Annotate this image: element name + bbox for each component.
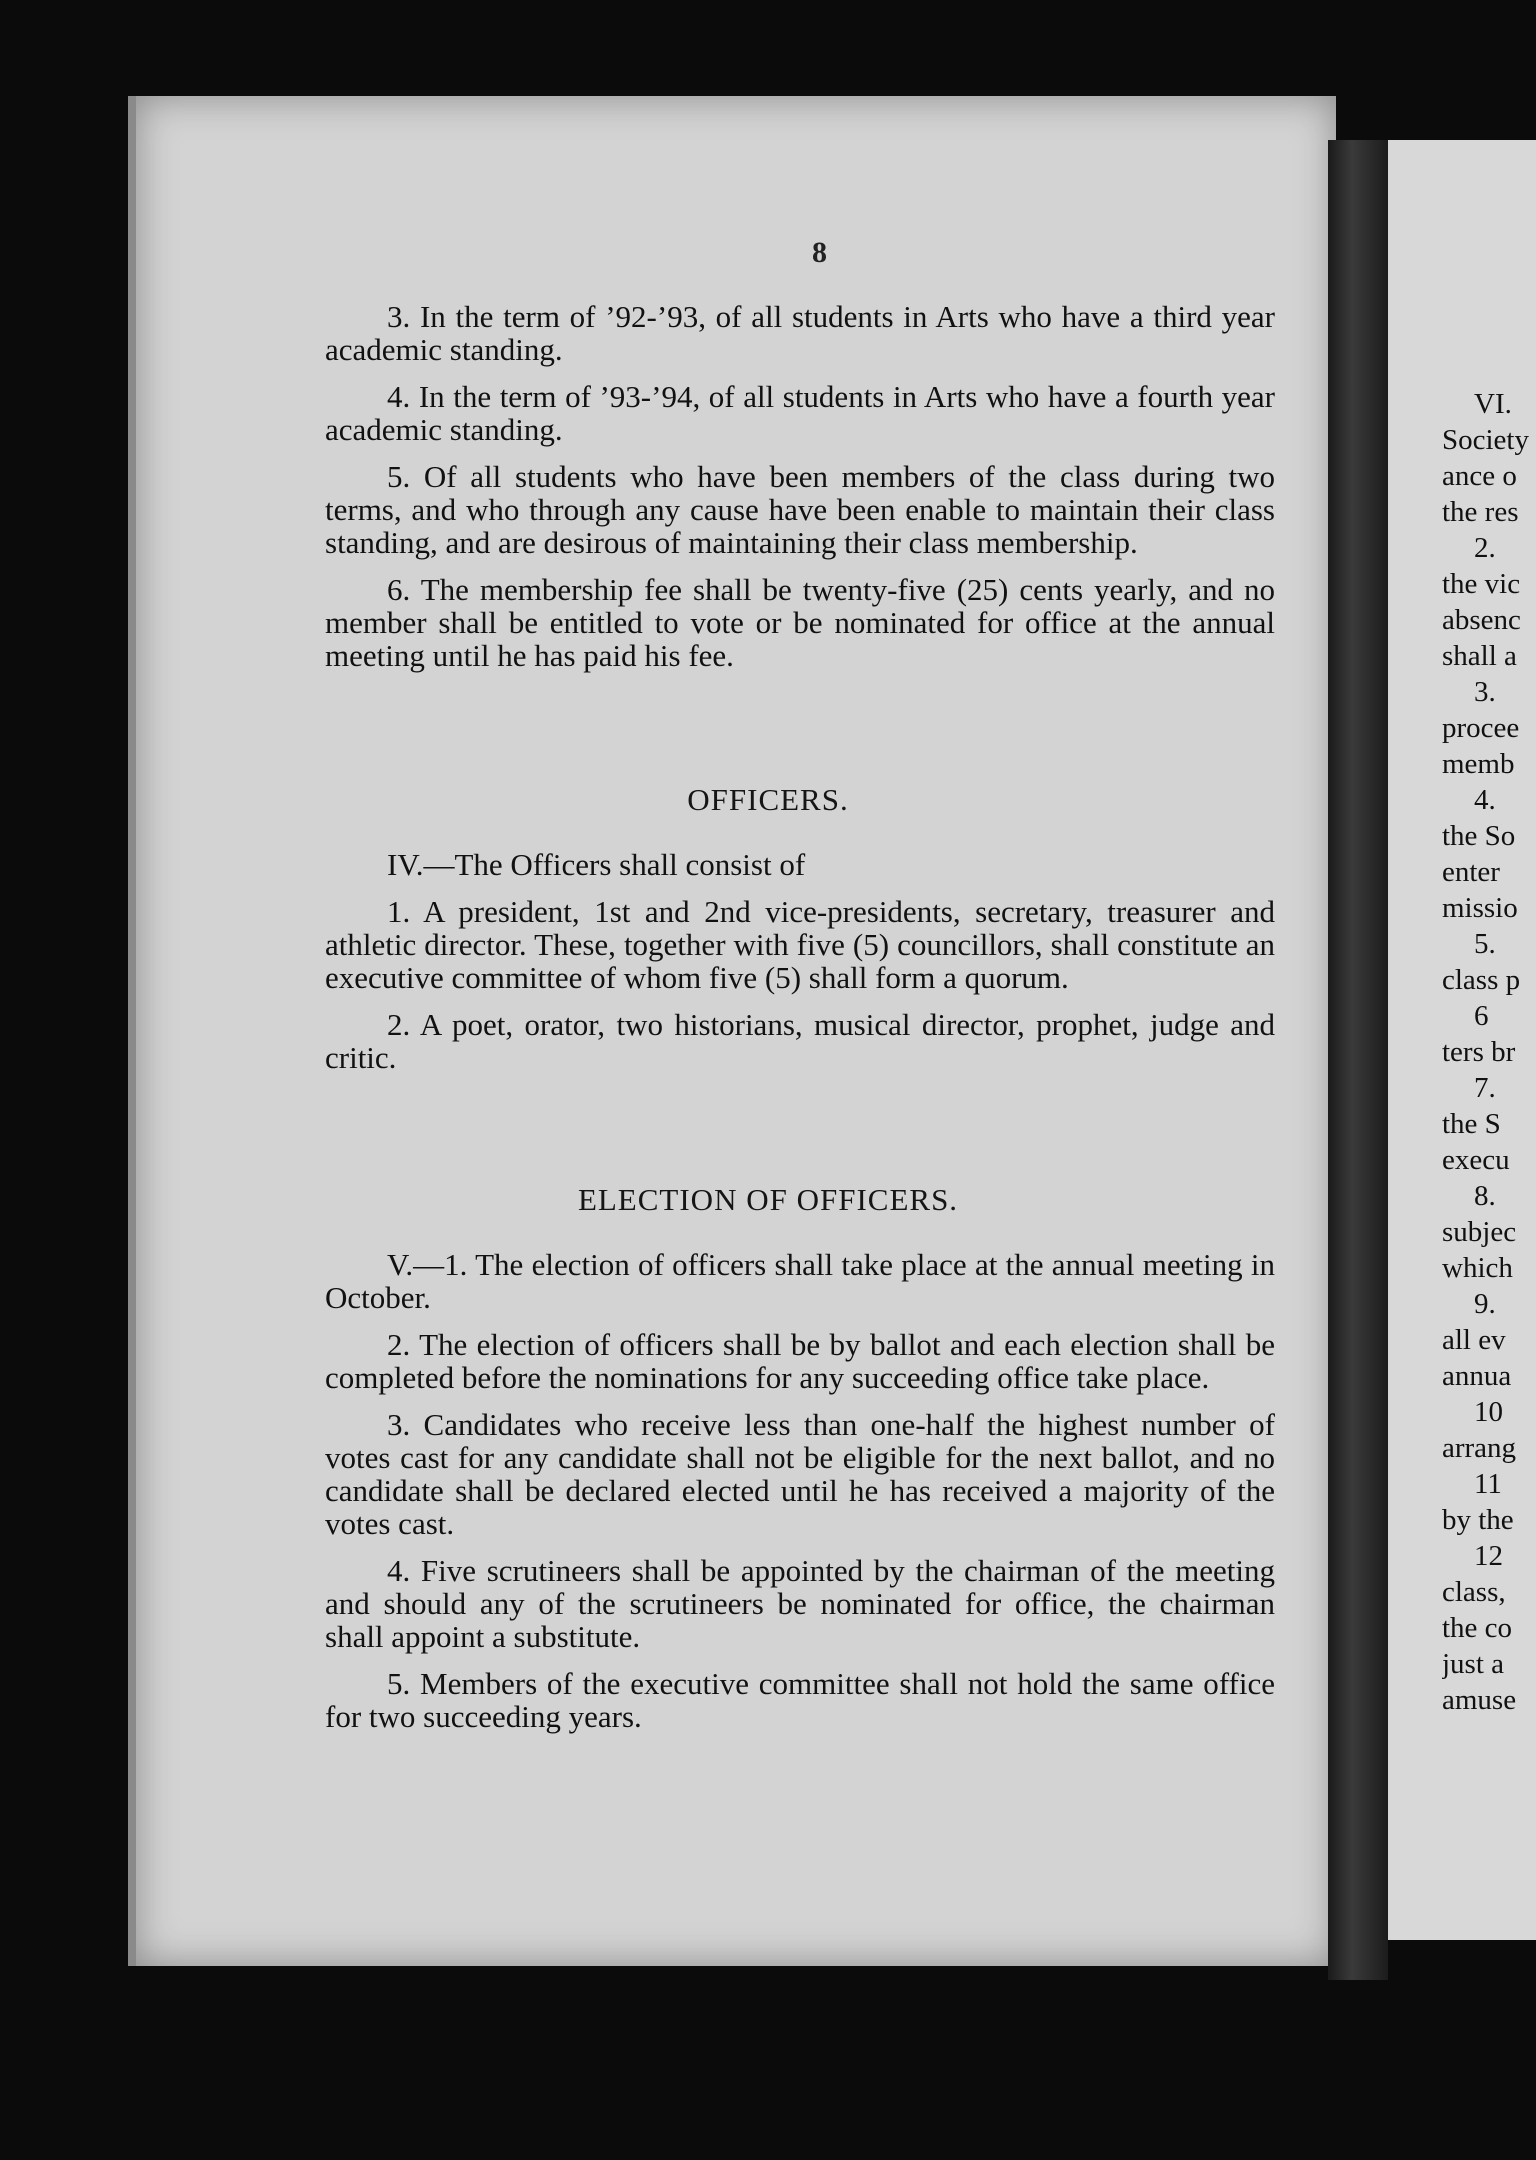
page-number: 8 [812,236,827,269]
membership-paragraph-4: 4. In the term of ’93-’94, of all students in Arts who have a fourth year academic standing. [325,379,1275,447]
right-page-text [1442,386,1536,1718]
election-item-1: V.—1. The election of officers shall take place at the annual meeting in October. [325,1247,1275,1315]
right-line: ters br [1442,1036,1516,1068]
officers-item-2: 2. A poet, orator, two historians, musical director, prophet, judge and critic. [325,1007,1275,1075]
right-line: subjec [1442,1216,1517,1248]
officers-section [325,848,1275,1088]
right-line: 5. [1474,928,1496,960]
right-line: missio [1442,892,1518,924]
right-line: 11 [1474,1468,1502,1500]
right-line: 7. [1474,1072,1496,1104]
right-line: 6 [1474,1000,1489,1032]
officers-heading: OFFICERS. [687,782,849,817]
right-line: the res [1442,496,1519,528]
right-line: the S [1442,1108,1501,1140]
election-section [325,1248,1275,1747]
right-line: arrang [1442,1432,1517,1464]
right-line: the co [1442,1612,1513,1644]
book-gutter [1328,140,1388,1980]
membership-paragraph-6: 6. The membership fee shall be twenty-five (25) cents yearly, and no member shall be entitled to vote or be nominated for office at the annual meeting until he has paid his fee. [325,572,1275,673]
right-line: procee [1442,712,1520,744]
officers-intro: IV.—The Officers shall consist of [387,847,806,882]
election-item-5: 5. Members of the executive committee shall not hold the same office for two succeeding years. [325,1666,1275,1734]
right-line: 10 [1474,1396,1503,1428]
right-line: ance o [1442,460,1517,492]
membership-paragraph-3: 3. In the term of ’92-’93, of all students in Arts who have a third year academic standing. [325,299,1275,367]
right-line: all ev [1442,1324,1506,1356]
right-line: shall a [1442,640,1517,672]
membership-section [325,300,1275,686]
right-line: memb [1442,748,1515,780]
right-line: 3. [1474,676,1496,708]
right-line: 2. [1474,532,1496,564]
membership-paragraph-5: 5. Of all students who have been members of the class during two terms, and who through any cause have been enable to maintain their class standing, and are desirous of maintaining their class membership. [325,459,1275,560]
right-line: class p [1442,964,1521,996]
right-line: just a [1442,1648,1505,1680]
right-line: amuse [1442,1684,1517,1716]
officers-item-1: 1. A president, 1st and 2nd vice-presidents, secretary, treasurer and athletic director. These, together with five (5) councillors, shall constitute an executive committee of whom five (5) shall form a quorum. [325,894,1275,995]
right-line: execu [1442,1144,1510,1176]
right-line: 4. [1474,784,1496,816]
right-line: the So [1442,820,1516,852]
election-item-4: 4. Five scrutineers shall be appointed by the chairman of the meeting and should any of the scrutineers be nominated for office, the chairman shall appoint a substitute. [325,1553,1275,1654]
right-line: Society [1442,424,1529,456]
right-line: by the [1442,1504,1514,1536]
right-line: which [1442,1252,1513,1284]
right-line: VI. [1474,388,1512,420]
election-heading: ELECTION OF OFFICERS. [577,1182,959,1217]
election-item-2: 2. The election of officers shall be by ballot and each election shall be completed before the nominations for any succeeding office take place. [325,1327,1275,1395]
election-item-3: 3. Candidates who receive less than one-half the highest number of votes cast for any candidate shall not be eligible for the next ballot, and no candidate shall be declared elected until he has received a majority of the votes cast. [325,1407,1275,1541]
right-line: annua [1442,1360,1512,1392]
right-line: 8. [1474,1180,1496,1212]
right-line: enter [1442,856,1500,888]
right-line: the vic [1442,568,1521,600]
right-line: 12 [1474,1540,1503,1572]
right-line: class, [1442,1576,1506,1608]
right-line: 9. [1474,1288,1496,1320]
right-line: absenc [1442,604,1521,636]
